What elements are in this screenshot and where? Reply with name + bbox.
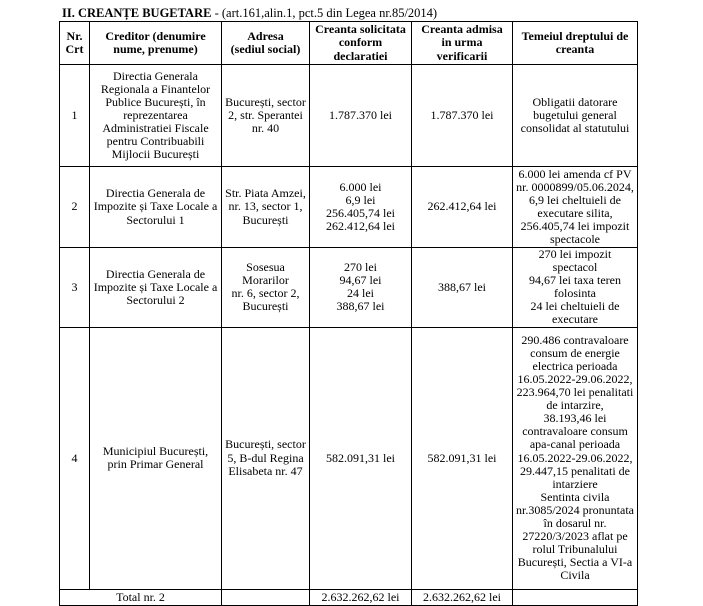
cell-nr: 2	[60, 167, 90, 248]
total-empty-cell	[513, 589, 638, 605]
cell-creanta-solicitata: 582.091,31 lei	[310, 327, 412, 589]
cell-creanta-solicitata: 270 lei 94,67 lei 24 lei 388,67 lei	[310, 248, 412, 328]
cell-adresa: București, sector 2, str. Sperantei nr. 40	[222, 65, 310, 167]
table-header-row	[60, 22, 638, 65]
total-label: Total nr. 2	[60, 589, 222, 605]
total-row	[60, 589, 638, 605]
section-heading	[62, 6, 437, 21]
cell-creditor: Directia Generala de Impozite și Taxe Locale a Sectorului 2	[90, 248, 222, 328]
header-creanta-solicitata: Creanta solicitata conform declaratiei	[310, 22, 412, 65]
cell-creditor: Directia Generala Regionala a Finantelor Publice București, în reprezentarea Administratiei Fiscale pentru Contribuabili Mijlocii București	[90, 65, 222, 167]
budget-claims-table	[59, 21, 638, 606]
cell-nr: 1	[60, 65, 90, 167]
header-creanta-admisa: Creanta admisa in urma verificarii	[412, 22, 513, 65]
cell-adresa: Sosesua Morarilor nr. 6, sector 2, București	[222, 248, 310, 328]
cell-creanta-solicitata: 1.787.370 lei	[310, 65, 412, 167]
cell-creanta-admisa: 388,67 lei	[412, 248, 513, 328]
header-nr: Nr. Crt	[60, 22, 90, 65]
header-temeiul: Temeiul dreptului de creanta	[513, 22, 638, 65]
table-row	[60, 327, 638, 589]
table-row	[60, 65, 638, 167]
section-heading-legal-basis: - (art.161,alin.1, pct.5 din Legea nr.85/2014)	[211, 6, 438, 20]
table-row	[60, 167, 638, 248]
cell-temeiul: Obligatii datorare bugetului general consolidat al statutului	[513, 65, 638, 167]
cell-temeiul: 290.486 contravaloare consum de energie electrica perioada 16.05.2022-29.06.2022, 223.964,70 lei penalitati de intarzire, 38.193,46 lei contravaloare consum apa-canal perioada 16.05.2022-29.06.2022, 29.447,15 penalitati de intarziere Sentinta civila nr.3085/2024 pronuntata în dosarul nr. 27220/3/2023 aflat pe rolul Tribunalului București, Sectia a VI-a Civila	[513, 327, 638, 589]
cell-nr: 3	[60, 248, 90, 328]
section-heading-title: II. CREANȚE BUGETARE	[62, 6, 212, 20]
cell-temeiul: 270 lei impozit spectacol 94,67 lei taxa teren folosinta 24 lei cheltuieli de executare	[513, 248, 638, 328]
cell-creanta-admisa: 1.787.370 lei	[412, 65, 513, 167]
table-row	[60, 248, 638, 328]
cell-adresa: Str. Piata Amzei, nr. 13, sector 1, București	[222, 167, 310, 248]
cell-creanta-admisa: 582.091,31 lei	[412, 327, 513, 589]
total-creanta-admisa: 2.632.262,62 lei	[412, 589, 513, 605]
cell-nr: 4	[60, 327, 90, 589]
cell-creanta-admisa: 262.412,64 lei	[412, 167, 513, 248]
header-adresa: Adresa (sediul social)	[222, 22, 310, 65]
cell-temeiul: 6.000 lei amenda cf PV nr. 0000899/05.06.2024, 6,9 lei cheltuieli de executare silita, 256.405,74 lei impozit spectacole	[513, 167, 638, 248]
cell-adresa: București, sector 5, B-dul Regina Elisabeta nr. 47	[222, 327, 310, 589]
header-creditor: Creditor (denumire nume, prenume)	[90, 22, 222, 65]
cell-creditor: Directia Generala de Impozite și Taxe Locale a Sectorului 1	[90, 167, 222, 248]
cell-creditor: Municipiul București, prin Primar General	[90, 327, 222, 589]
total-empty-cell	[222, 589, 310, 605]
cell-creanta-solicitata: 6.000 lei 6,9 lei 256.405,74 lei 262.412,64 lei	[310, 167, 412, 248]
total-creanta-solicitata: 2.632.262,62 lei	[310, 589, 412, 605]
